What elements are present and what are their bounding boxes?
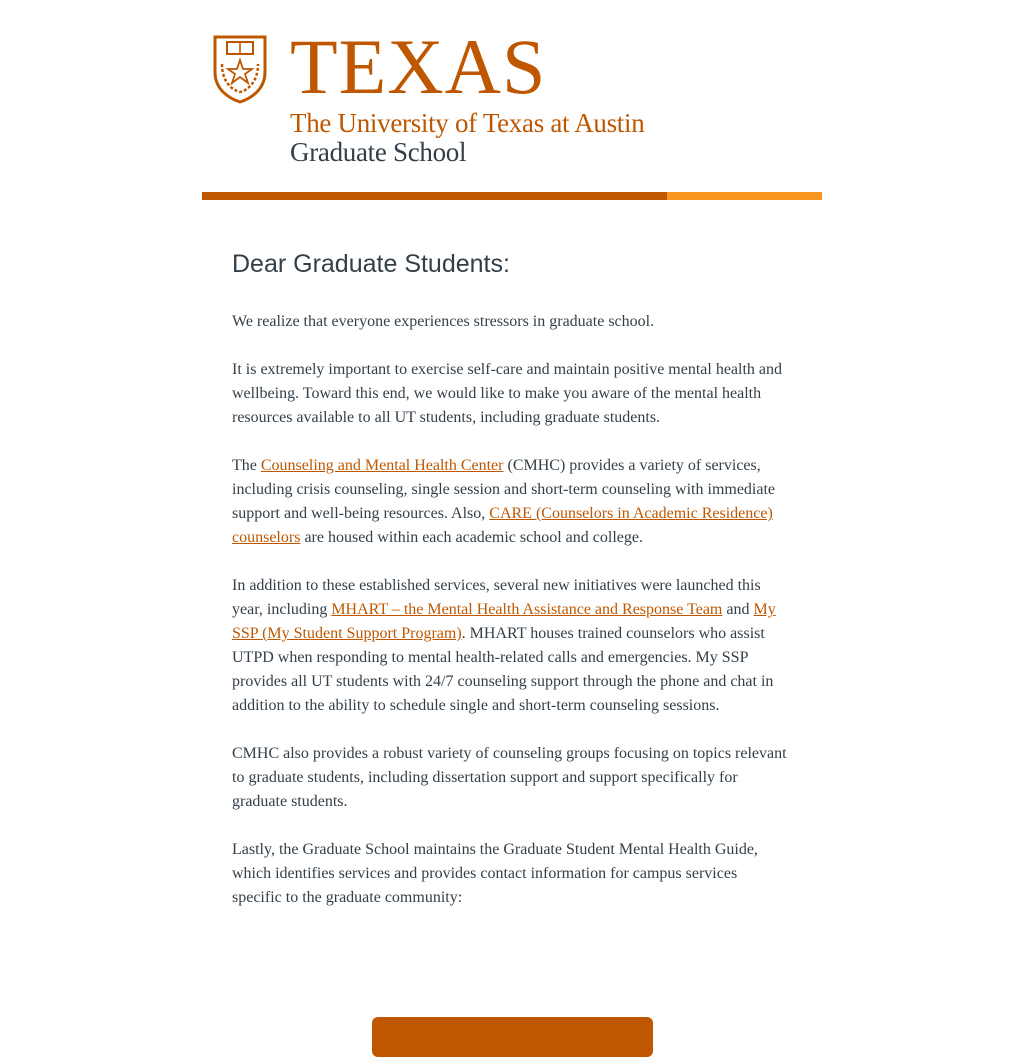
text: are housed within each academic school and college.: [300, 529, 643, 546]
my-ssp-link[interactable]: My SSP (My Student Support Program): [232, 601, 776, 642]
ut-seal-icon: [212, 34, 268, 104]
paragraph-initiatives: [232, 574, 790, 718]
care-counselors-link[interactable]: CARE (Counselors in Academic Residence) counselors: [232, 505, 773, 546]
header-divider: [202, 192, 822, 200]
paragraph-counseling-groups: CMHC also provides a robust variety of counseling groups focusing on topics relevant to graduate students, including dissertation support and support specifically for graduate students.: [232, 745, 787, 810]
ut-graduate-school-logo: [212, 23, 662, 174]
text: In addition to these established services, several new initiatives were launched this year, including: [232, 577, 761, 618]
school-name: Graduate School: [290, 137, 467, 167]
paragraph-self-care: It is extremely important to exercise self-care and maintain positive mental health and wellbeing. Toward this end, we would like to make you aware of the mental health resources available to all UT students, including graduate students.: [232, 361, 783, 426]
mhart-link[interactable]: MHART – the Mental Health Assistance and Response Team: [331, 601, 723, 618]
paragraph-cmhc: [232, 454, 790, 550]
paragraph-mental-health-guide: Lastly, the Graduate School maintains the Graduate Student Mental Health Guide, which identifies services and provides contact information for campus services specific to the graduate community:: [232, 841, 758, 906]
text: The: [232, 457, 261, 474]
text: and: [722, 601, 754, 618]
greeting-heading: Dear Graduate Students:: [232, 250, 510, 278]
text: . MHART houses trained counselors who assist UTPD when responding to mental health-related calls and emergencies. My SSP provides all UT students with 24/7 counseling support through the phone and chat in addition to the ability to schedule single and short-term counseling sessions.: [232, 625, 774, 714]
mental-health-guide-button[interactable]: [372, 1017, 653, 1057]
cmhc-link[interactable]: Counseling and Mental Health Center: [260, 457, 504, 474]
text: (CMHC) provides a variety of services, including crisis counseling, single session and short-term counseling with immediate support and well-being resources. Also,: [232, 457, 776, 522]
university-name: The University of Texas at Austin: [290, 108, 645, 138]
email-body: [232, 248, 790, 934]
logo-wordmark: TEXAS: [290, 23, 547, 110]
paragraph-stressors: We realize that everyone experiences stressors in graduate school.: [232, 313, 655, 330]
